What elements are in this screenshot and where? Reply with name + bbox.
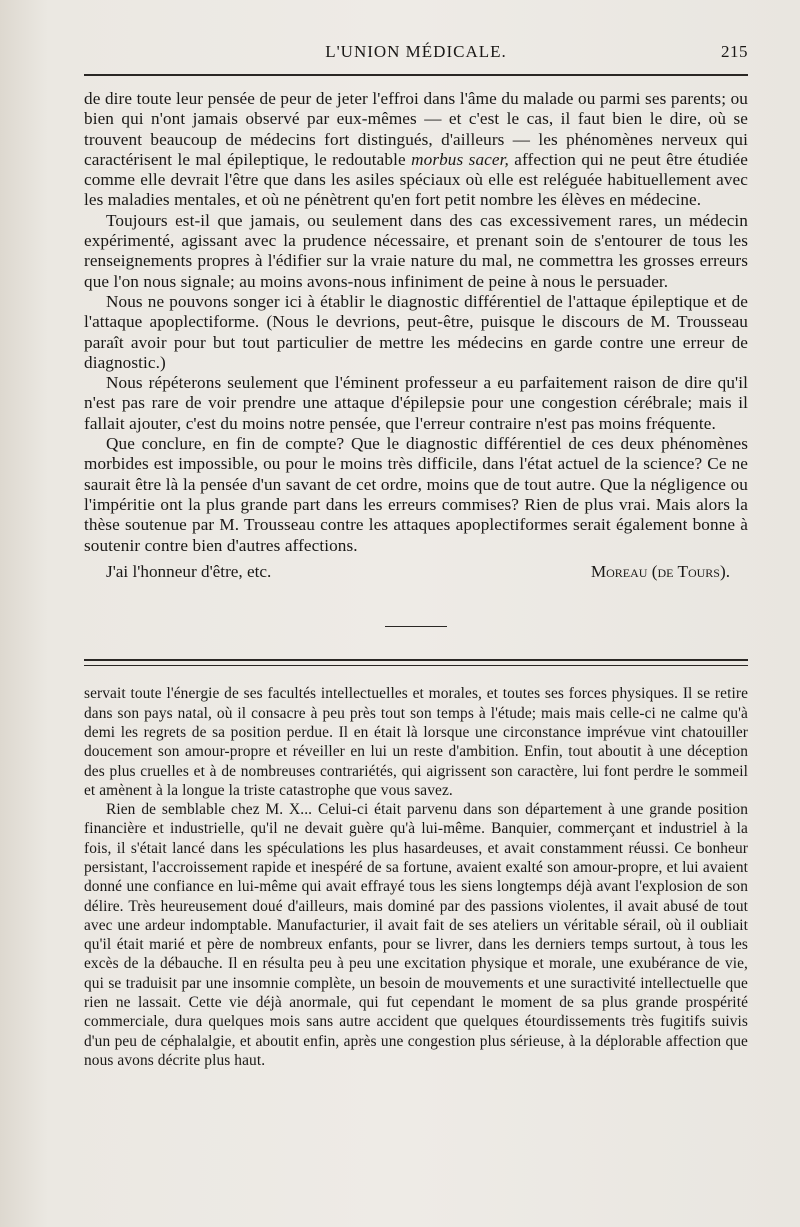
page-header: [84, 38, 748, 66]
letter-body: [84, 89, 748, 556]
page-number: 215: [721, 42, 748, 61]
paragraph-2: Toujours est-il que jamais, ou seulement dans des cas excessivement rares, un médecin expérimenté, agissant avec la prudence nécessaire, et prenant soin de s'entourer de tous les renseignements propres à l'édifier sur la vraie nature du mal, ne commettra les grosses erreurs que l'on nous signale; au moins avons-nous infiniment de peine à nous le persuader.: [84, 210, 748, 291]
signature-author: Moreau (de Tours).: [590, 561, 730, 581]
feuilleton-separator: [84, 659, 748, 666]
header-rule: [84, 74, 748, 76]
paragraph-1-text-a: de dire toute leur pensée de peur de jeter l'effroi dans l'âme du malade ou parmi ses parents; ou bien qui n'ont jamais observé par eux-mêmes — et c'est le cas, il faut bien le dire, où se trouvent beaucoup de médecins fort distingués, d'ailleurs — les phénomènes nerveux qui caractérisent le mal épileptique, le redoutable: [84, 89, 748, 169]
signature-line: [84, 562, 748, 582]
running-head: L'UNION MÉDICALE.: [325, 42, 507, 61]
paragraph-4: Nous répéterons seulement que l'éminent professeur a eu parfaitement raison de dire qu'il n'est pas rare de voir prendre une attaque d'épilepsie pour une congestion cérébrale; mais il fallait ajouter, c'est du moins notre pensée, que l'erreur contraire n'est pas moins fréquente.: [84, 373, 748, 433]
paragraph-3: Nous ne pouvons songer ici à établir le diagnostic différentiel de l'attaque épileptique et de l'attaque apoplectiforme. (Nous le devrions, peut-être, puisque le discours de M. Trousseau paraît avoir pour but tout particulier de mettre les médecins en garde contre une erreur de diagnostic.): [84, 291, 748, 372]
section-end-rule: [385, 626, 447, 628]
paragraph-1: [84, 89, 748, 211]
feuilleton-paragraph-1: servait toute l'énergie de ses facultés intellectuelles et morales, et toutes ses forces physiques. Il se retire dans son pays natal, où il consacre à peu près tout son temps à l'étude; mais mais celle-ci ne calme qu'à demi les regrets de sa position perdue. Il en était là lorsque une circonstance imprévue vint chatouiller doucement son amour-propre et réveiller en lui un reste d'ambition. Enfin, tout aboutit à une déception des plus cruelles et à de nombreuses contrariétés, qui aigrissent son caractère, lui font perdre le sommeil et amènent à la longue la triste catastrophe que vous savez.: [84, 685, 748, 799]
paragraph-1-italic: morbus sacer,: [411, 149, 509, 169]
signature-closing: J'ai l'honneur d'être, etc.: [106, 561, 272, 581]
paragraph-5: Que conclure, en fin de compte? Que le diagnostic différentiel de ces deux phénomènes morbides est impossible, ou pour le moins très difficile, dans l'état actuel de la science? Ce ne saurait être là la pensée d'un savant de cet ordre, moins que de tout autre. Que la négligence ou l'impéritie ont la plus grande part dans les erreurs commises? Rien de plus vrai. Mais alors la thèse soutenue par M. Trousseau contre les attaques apoplectiformes serait également bonne à soutenir contre bien d'autres affections.: [84, 434, 748, 555]
paragraph-1-text-b: affection qui ne peut être étudiée comme elle devrait l'être que dans les asiles spéciaux où elle est reléguée habituellement avec les maladies mentales, et où ne pénètrent qu'en fort petit nombre les élèves en médecine.: [84, 149, 749, 210]
feuilleton-paragraph-2: Rien de semblable chez M. X... Celui-ci était parvenu dans son département à une grande position financière et industrielle, qu'il ne devait guère qu'à lui-même. Banquier, commerçant et industriel à la fois, il s'était lancé dans les spéculations les plus hasardeuses, et avait constamment réussi. Ce bonheur persistant, l'accroissement rapide et inespéré de sa fortune, avaient exalté son amour-propre, et lui avaient donné une confiance en lui-même qui avait effrayé tous les siens longtemps déjà avant l'explosion de son délire. Très heureusement doué d'ailleurs, mais dominé par des passions violentes, il avait abusé de tout avec une ardeur indomptable. Manufacturier, il avait fait de ses ateliers un véritable sérail, où il oubliait qu'il était marié et père de nombreux enfants, pour se livrer, dans les derniers temps surtout, à tous les excès de la débauche. Il en résulta peu à peu une excitation physique et morale, une exubérance de vie, qui se traduisit par une insomnie complète, un besoin de mouvements et une suractivité intellectuelle que rien ne lassait. Cette vie déjà anormale, qui fut cependant le moment de sa plus grande prospérité commerciale, dura quelques mois sans autre accident que quelques étourdissements très fugitifs suivis d'un peu de céphalalgie, et aboutit enfin, après une congestion plus sérieuse, à la déplorable affection que nous avons décrite plus haut.: [84, 801, 748, 1069]
feuilleton-body: [84, 684, 748, 1070]
